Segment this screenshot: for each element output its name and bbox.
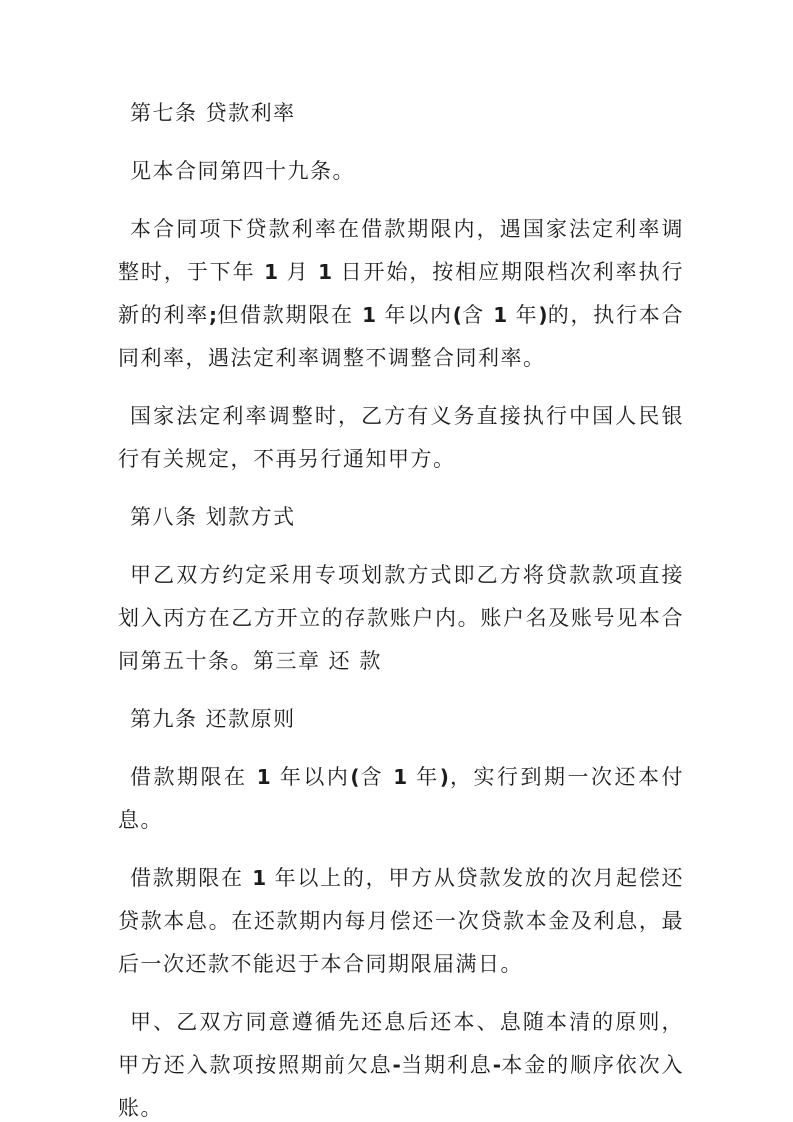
paragraph-long-term-repayment: 借款期限在 1 年以上的，甲方从贷款发放的次月起偿还贷款本息。在还款期内每月偿还一次贷款本金及利息，最后一次还款不能迟于本合同期限届满日。	[118, 866, 684, 976]
paragraph-transfer-method: 甲乙双方约定采用专项划款方式即乙方将贷款款项直接划入丙方在乙方开立的存款账户内。账户名及账号见本合同第五十条。第三章 还 款	[118, 563, 684, 673]
paragraph-pboc-regulation: 国家法定利率调整时，乙方有义务直接执行中国人民银行有关规定，不再另行通知甲方。	[118, 404, 684, 471]
paragraph-interest-adjustment: 本合同项下贷款利率在借款期限内，遇国家法定利率调整时，于下年 1 月 1 日开始，按相应期限档次利率执行新的利率;但借款期限在 1 年以内(含 1 年)的，执行本合同利率，遇法定利率调整不调整合同利率。	[118, 217, 684, 370]
paragraph-see-article-49: 见本合同第四十九条。	[130, 159, 355, 183]
heading-article-8: 第八条 划款方式	[130, 505, 296, 529]
heading-article-9: 第九条 还款原则	[130, 707, 296, 731]
document-text-block	[118, 92, 684, 1122]
paragraph-short-term-repayment: 借款期限在 1 年以内(含 1 年)，实行到期一次还本付息。	[118, 765, 684, 832]
heading-article-7: 第七条 贷款利率	[130, 101, 296, 125]
paragraph-repayment-order: 甲、乙双方同意遵循先还息后还本、息随本清的原则，甲方还入款项按照期前欠息-当期利息-本金的顺序依次入账。	[118, 1010, 684, 1120]
